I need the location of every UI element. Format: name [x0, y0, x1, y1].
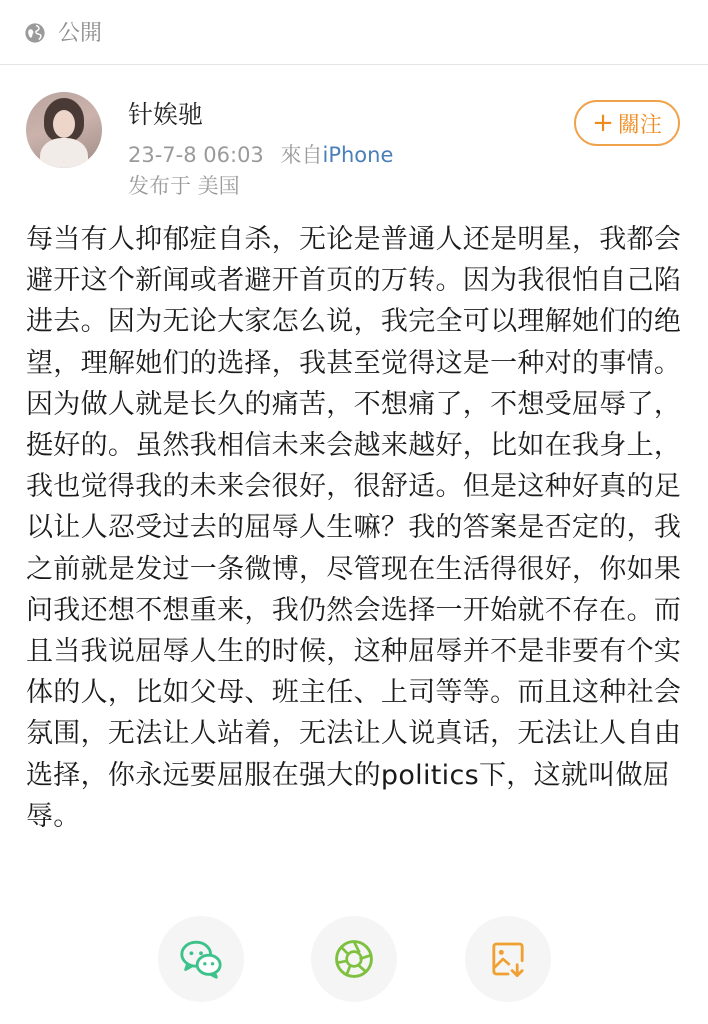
moments-icon [332, 937, 376, 981]
avatar[interactable] [26, 92, 102, 168]
author-name[interactable]: 针娭驰 [128, 100, 204, 129]
top-bar [0, 0, 708, 65]
post-content: 每当有人抑郁症自杀，无论是普通人还是明星，我都会避开这个新闻或者避开首页的万转。因为我很怕自己陷进去。因为无论大家怎么说，我完全可以理解她们的绝望，理解她们的选择，我甚至觉得这是一种对的事情。因为做人就是长久的痛苦，不想痛了，不想受屈辱了，挺好的。虽然我相信未来会越来越好，比如在我身上，我也觉得我的未来会很好，很舒适。但是这种好真的足以让人忍受过去的屈辱人生嘛？我的答案是否定的，我之前就是发过一条微博，尽管现在生活得很好，你如果问我还想不想重来，我仍然会选择一开始就不存在。而且当我说屈辱人生的时候，这种屈辱并不是非要有个实体的人，比如父母、班主任、上司等等。而且这种社会氛围，无法让人站着，无法让人说真话，无法让人自由选择，你永远要屈服在强大的politics下，这就叫做屈辱。 [26, 224, 682, 832]
share-moments-button[interactable] [311, 916, 397, 1002]
save-image-button[interactable] [465, 916, 551, 1002]
post-location: 发布于 美国 [128, 174, 240, 198]
follow-button[interactable] [574, 100, 680, 146]
save-image-icon [488, 939, 528, 979]
visibility-label: 公開 [58, 21, 103, 46]
post-date: 23-7-8 06:03 [128, 143, 264, 167]
avatar-face [53, 110, 75, 138]
plus-icon: + [592, 108, 614, 138]
wechat-icon [178, 936, 224, 982]
avatar-body [40, 138, 88, 168]
source-prefix: 來自 [280, 143, 323, 167]
follow-label: 關注 [617, 112, 662, 138]
post-source[interactable]: iPhone [322, 143, 394, 167]
globe-icon [24, 22, 46, 44]
share-wechat-button[interactable] [158, 916, 244, 1002]
post-meta [128, 140, 393, 170]
